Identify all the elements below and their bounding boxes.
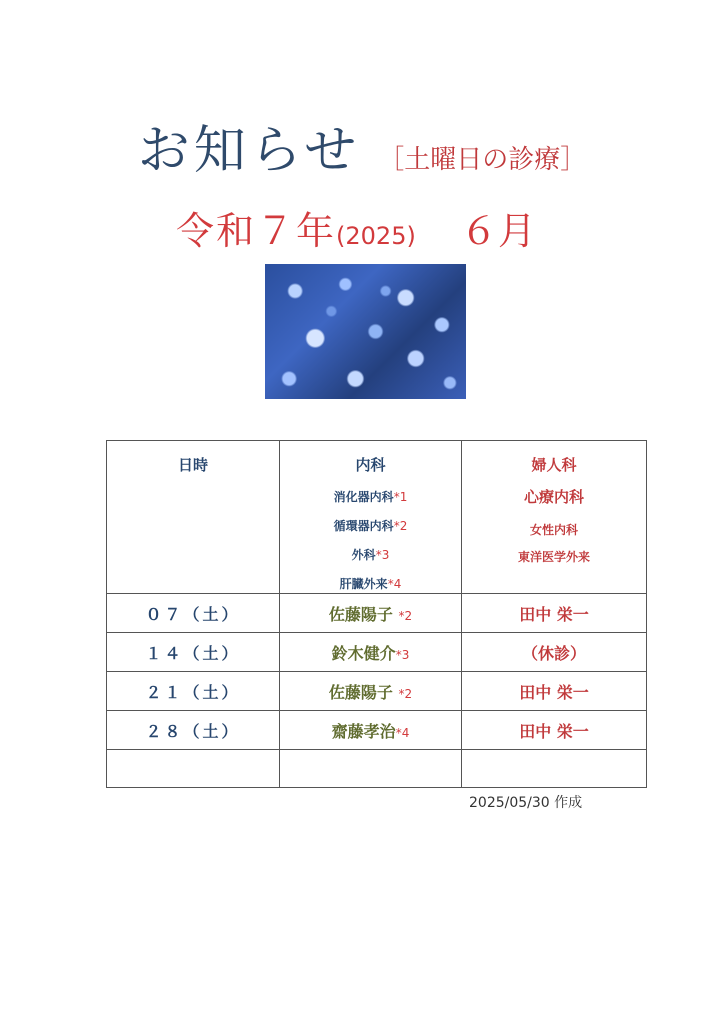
month-label: ６月: [459, 209, 536, 253]
internal-sub-item: 外科*3: [351, 548, 390, 562]
row-gyn: 田中 栄一: [462, 711, 647, 750]
header-date-cell: [107, 441, 280, 594]
row-doctor: 鈴木健介*3: [280, 633, 462, 672]
era-year: 令和７年: [176, 209, 337, 253]
header-internal-cell: [280, 441, 462, 594]
western-year: (2025): [336, 222, 416, 250]
row-gyn: 田中 栄一: [462, 672, 647, 711]
table-row: [107, 633, 647, 672]
internal-sub-item: 肝臓外来*4: [339, 577, 402, 591]
gyn-sub-item: 心療内科: [523, 488, 584, 506]
row-date: ２１（土）: [107, 672, 280, 711]
row-date: ０７（土）: [107, 594, 280, 633]
created-date: 2025/05/30 作成: [469, 795, 583, 811]
row-date: ２８（土）: [107, 711, 280, 750]
empty-cell: [107, 750, 280, 788]
row-doctor: 齋藤孝治*4: [280, 711, 462, 750]
internal-sub-item: 消化器内科*1: [333, 490, 408, 504]
row-doctor: 佐藤陽子 *2: [280, 594, 462, 633]
empty-cell: [462, 750, 647, 788]
row-doctor: 佐藤陽子 *2: [280, 672, 462, 711]
header-date: 日時: [177, 456, 208, 474]
gyn-sub-item: 東洋医学外来: [517, 550, 590, 564]
notice-title: お知らせ: [137, 121, 361, 181]
table-row-empty: [107, 750, 647, 788]
table-row: [107, 672, 647, 711]
month-heading: [176, 200, 536, 255]
notice-subtitle: ［土曜日の診療］: [378, 145, 587, 175]
table-header-row: [107, 441, 647, 594]
internal-sub-item: 循環器内科*2: [333, 519, 408, 533]
title-row: [0, 108, 724, 183]
gyn-sub-item: 女性内科: [529, 523, 578, 537]
empty-cell: [280, 750, 462, 788]
row-gyn: （休診）: [462, 633, 647, 672]
row-gyn: 田中 栄一: [462, 594, 647, 633]
schedule-table: [106, 440, 647, 788]
flower-photo: [265, 264, 466, 399]
table-row: [107, 711, 647, 750]
header-internal: 内科: [355, 456, 386, 474]
table-row: [107, 594, 647, 633]
header-gyn-cell: [462, 441, 647, 594]
row-date: １４（土）: [107, 633, 280, 672]
header-gyn: 婦人科: [531, 456, 577, 474]
